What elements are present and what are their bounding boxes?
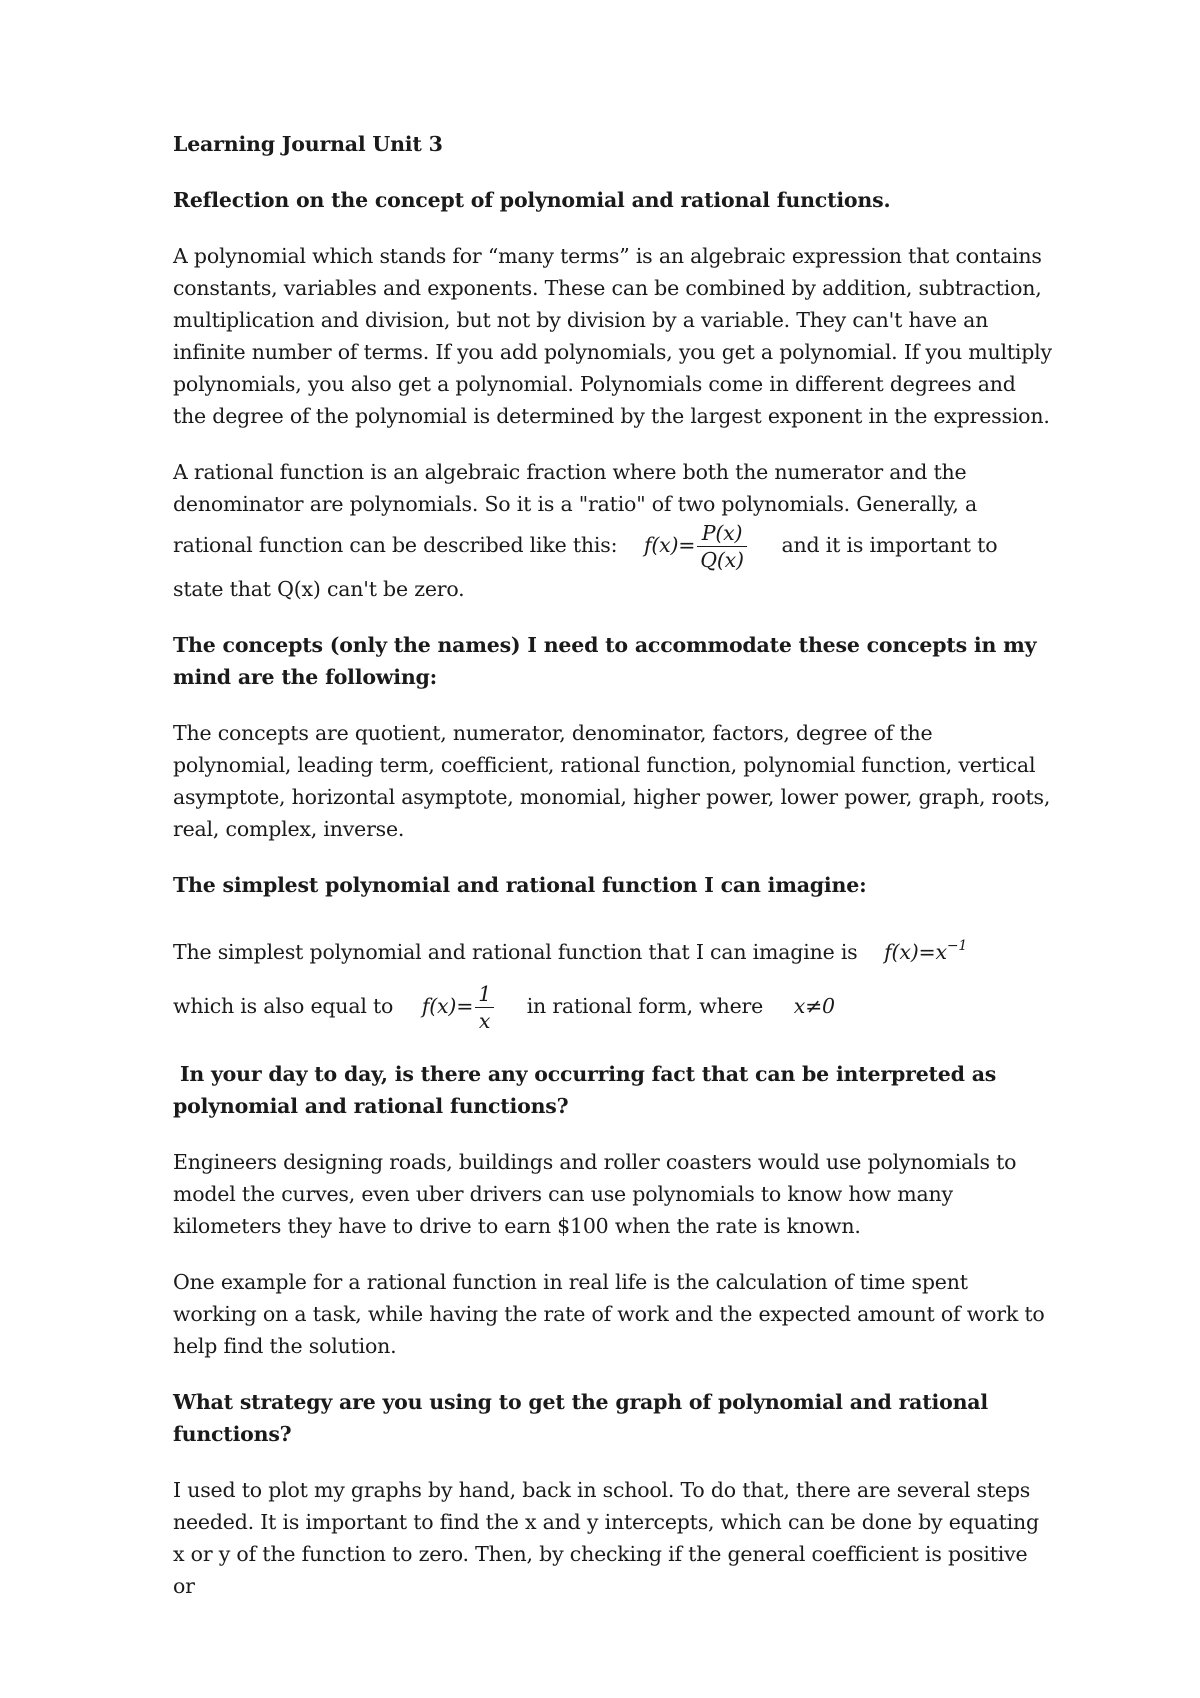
rational-formula (643, 521, 749, 572)
simplest-fraction (475, 981, 494, 1034)
section-heading-day-to-day (173, 1058, 1053, 1122)
simplest-text-c: in rational form, where (526, 994, 764, 1018)
simplest-fraction-denominator: x (478, 1009, 491, 1033)
rational-formula-denominator: Q(x) (700, 548, 744, 572)
paragraph-rational-definition (173, 456, 1053, 605)
simplest-formula-condition: x≠0 (793, 994, 835, 1018)
paragraph-concepts-list: The concepts are quotient, numerator, denominator, factors, degree of the polynomial, leading term, coefficient, rational function, polynomial function, vertical asymptote, horizontal asymptote, monomial, higher power, lower power, graph, roots, real, complex, inverse. (173, 721, 1051, 841)
paragraph-graph-strategy: I used to plot my graphs by hand, back in school. To do that, there are several steps needed. It is important to find the x and y intercepts, which can be done by equating x or y of the function to zero. Then, by checking if the general coefficient is positive or (173, 1478, 1039, 1598)
section-heading-concepts: The concepts (only the names) I need to accommodate these concepts in my mind are the following: (173, 633, 1037, 689)
section-heading-strategy: What strategy are you using to get the graph of polynomial and rational functions? (173, 1390, 988, 1446)
simplest-formula2-lhs: f(x)= (421, 994, 474, 1018)
paragraph-rational-example: One example for a rational function in real life is the calculation of time spent working on a task, while having the rate of work and the expected amount of work to help find the solution. (173, 1270, 1045, 1358)
section-heading-reflection: Reflection on the concept of polynomial and rational functions. (173, 188, 891, 212)
simplest-formula-power (884, 940, 967, 964)
simplest-formula-base: f(x)=x (884, 940, 947, 964)
section-heading-simplest: The simplest polynomial and rational function I can imagine: (173, 873, 867, 897)
rational-text-a: A rational function is an algebraic fraction where both the numerator and the denominator are polynomials. So it is a "ratio" of two polynomials. Generally, a rational function can be described like this: (173, 460, 977, 557)
simplest-text-b: which is also equal to (173, 994, 394, 1018)
rational-formula-fraction (697, 520, 747, 573)
rational-text-b: and it is important to state that Q(x) can't be zero. (173, 533, 998, 601)
simplest-formula-exponent: −1 (946, 938, 968, 954)
paragraph-polynomial-examples: Engineers designing roads, buildings and roller coasters would use polynomials to model the curves, even uber drivers can use polynomials to know how many kilometers they have to drive to earn $100 when the rate is known. (173, 1150, 1017, 1238)
rational-formula-numerator: P(x) (697, 520, 747, 547)
paragraph-polynomial-definition: A polynomial which stands for “many terms” is an algebraic expression that contains constants, variables and exponents. These can be combined by addition, subtraction, multiplication and division, but not by division by a variable. They can't have an infinite number of terms. If you add polynomials, you get a polynomial. If you multiply polynomials, you also get a polynomial. Polynomials come in different degrees and the degree of the polynomial is determined by the largest exponent in the expression. (173, 244, 1052, 428)
simplest-fraction-numerator: 1 (475, 981, 494, 1008)
heading-day-to-day-text: In your day to day, is there any occurring fact that can be interpreted as polynomial and rational functions? (173, 1062, 997, 1118)
simplest-formula-fraction (421, 982, 496, 1033)
paragraph-simplest-function (173, 925, 1053, 1034)
rational-formula-lhs: f(x)= (643, 533, 696, 557)
document-page (173, 128, 1053, 1626)
document-title: Learning Journal Unit 3 (173, 132, 443, 156)
simplest-text-a: The simplest polynomial and rational function that I can imagine is (173, 940, 858, 964)
